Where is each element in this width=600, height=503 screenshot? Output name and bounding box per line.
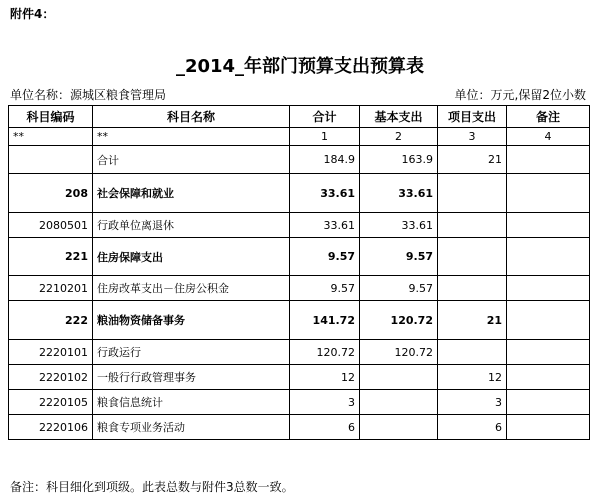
table-row [9, 174, 590, 213]
cell-project [438, 276, 507, 301]
cell-remark [507, 390, 590, 415]
cell-name: 一般行行政管理事务 [93, 365, 290, 390]
index-total: 1 [290, 128, 360, 146]
cell-basic: 163.9 [360, 146, 438, 174]
table-row [9, 390, 590, 415]
table-row [9, 365, 590, 390]
budget-table [8, 105, 590, 440]
table-row [9, 276, 590, 301]
cell-code: 208 [9, 174, 93, 213]
cell-remark [507, 146, 590, 174]
cell-total: 184.9 [290, 146, 360, 174]
cell-code: 2220106 [9, 415, 93, 440]
cell-total: 120.72 [290, 340, 360, 365]
cell-project: 21 [438, 146, 507, 174]
cell-total: 12 [290, 365, 360, 390]
header-row [9, 106, 590, 128]
footnote: 备注：科目细化到项级。此表总数与附件3总数一致。 [10, 480, 294, 494]
attachment-label: 附件4： [10, 7, 55, 21]
cell-basic: 120.72 [360, 340, 438, 365]
unit-name: 单位名称：源城区粮食管理局 [10, 88, 167, 102]
cell-total: 33.61 [290, 174, 360, 213]
cell-total: 6 [290, 415, 360, 440]
cell-total: 141.72 [290, 301, 360, 340]
cell-project [438, 238, 507, 276]
cell-total: 3 [290, 390, 360, 415]
cell-project [438, 213, 507, 238]
header-basic: 基本支出 [360, 106, 438, 128]
cell-name: 粮食信息统计 [93, 390, 290, 415]
cell-remark [507, 276, 590, 301]
cell-name: 粮油物资储备事务 [93, 301, 290, 340]
unit-note: 单位：万元,保留2位小数 [454, 88, 586, 102]
index-code: ** [9, 128, 93, 146]
cell-name: 合计 [93, 146, 290, 174]
header-total: 合计 [290, 106, 360, 128]
cell-code: 2220101 [9, 340, 93, 365]
header-project: 项目支出 [438, 106, 507, 128]
cell-code: 2220102 [9, 365, 93, 390]
cell-code: 222 [9, 301, 93, 340]
cell-name: 行政单位离退休 [93, 213, 290, 238]
cell-basic: 9.57 [360, 276, 438, 301]
cell-basic [360, 390, 438, 415]
table-row [9, 415, 590, 440]
cell-name: 社会保障和就业 [93, 174, 290, 213]
table-row [9, 146, 590, 174]
cell-remark [507, 340, 590, 365]
cell-name: 住房保障支出 [93, 238, 290, 276]
cell-remark [507, 301, 590, 340]
table-row [9, 340, 590, 365]
cell-remark [507, 174, 590, 213]
cell-project: 12 [438, 365, 507, 390]
cell-project: 6 [438, 415, 507, 440]
cell-basic [360, 415, 438, 440]
cell-total: 33.61 [290, 213, 360, 238]
header-remark: 备注 [507, 106, 590, 128]
table-row [9, 238, 590, 276]
cell-project: 3 [438, 390, 507, 415]
cell-project: 21 [438, 301, 507, 340]
cell-project [438, 174, 507, 213]
cell-basic: 33.61 [360, 213, 438, 238]
cell-name: 粮食专项业务活动 [93, 415, 290, 440]
cell-basic: 120.72 [360, 301, 438, 340]
cell-remark [507, 238, 590, 276]
cell-remark [507, 365, 590, 390]
cell-code: 2220105 [9, 390, 93, 415]
index-row [9, 128, 590, 146]
cell-code: 2210201 [9, 276, 93, 301]
cell-basic [360, 365, 438, 390]
index-remark: 4 [507, 128, 590, 146]
cell-total: 9.57 [290, 276, 360, 301]
cell-basic: 9.57 [360, 238, 438, 276]
cell-remark [507, 213, 590, 238]
index-basic: 2 [360, 128, 438, 146]
table-row [9, 301, 590, 340]
cell-remark [507, 415, 590, 440]
index-name: ** [93, 128, 290, 146]
table-row [9, 213, 590, 238]
index-project: 3 [438, 128, 507, 146]
cell-project [438, 340, 507, 365]
table-title: _2014_年部门预算支出预算表 [175, 56, 425, 77]
cell-code: 221 [9, 238, 93, 276]
cell-code: 2080501 [9, 213, 93, 238]
header-name: 科目名称 [93, 106, 290, 128]
header-code: 科目编码 [9, 106, 93, 128]
cell-name: 行政运行 [93, 340, 290, 365]
cell-code [9, 146, 93, 174]
cell-name: 住房改革支出－住房公积金 [93, 276, 290, 301]
cell-total: 9.57 [290, 238, 360, 276]
cell-basic: 33.61 [360, 174, 438, 213]
